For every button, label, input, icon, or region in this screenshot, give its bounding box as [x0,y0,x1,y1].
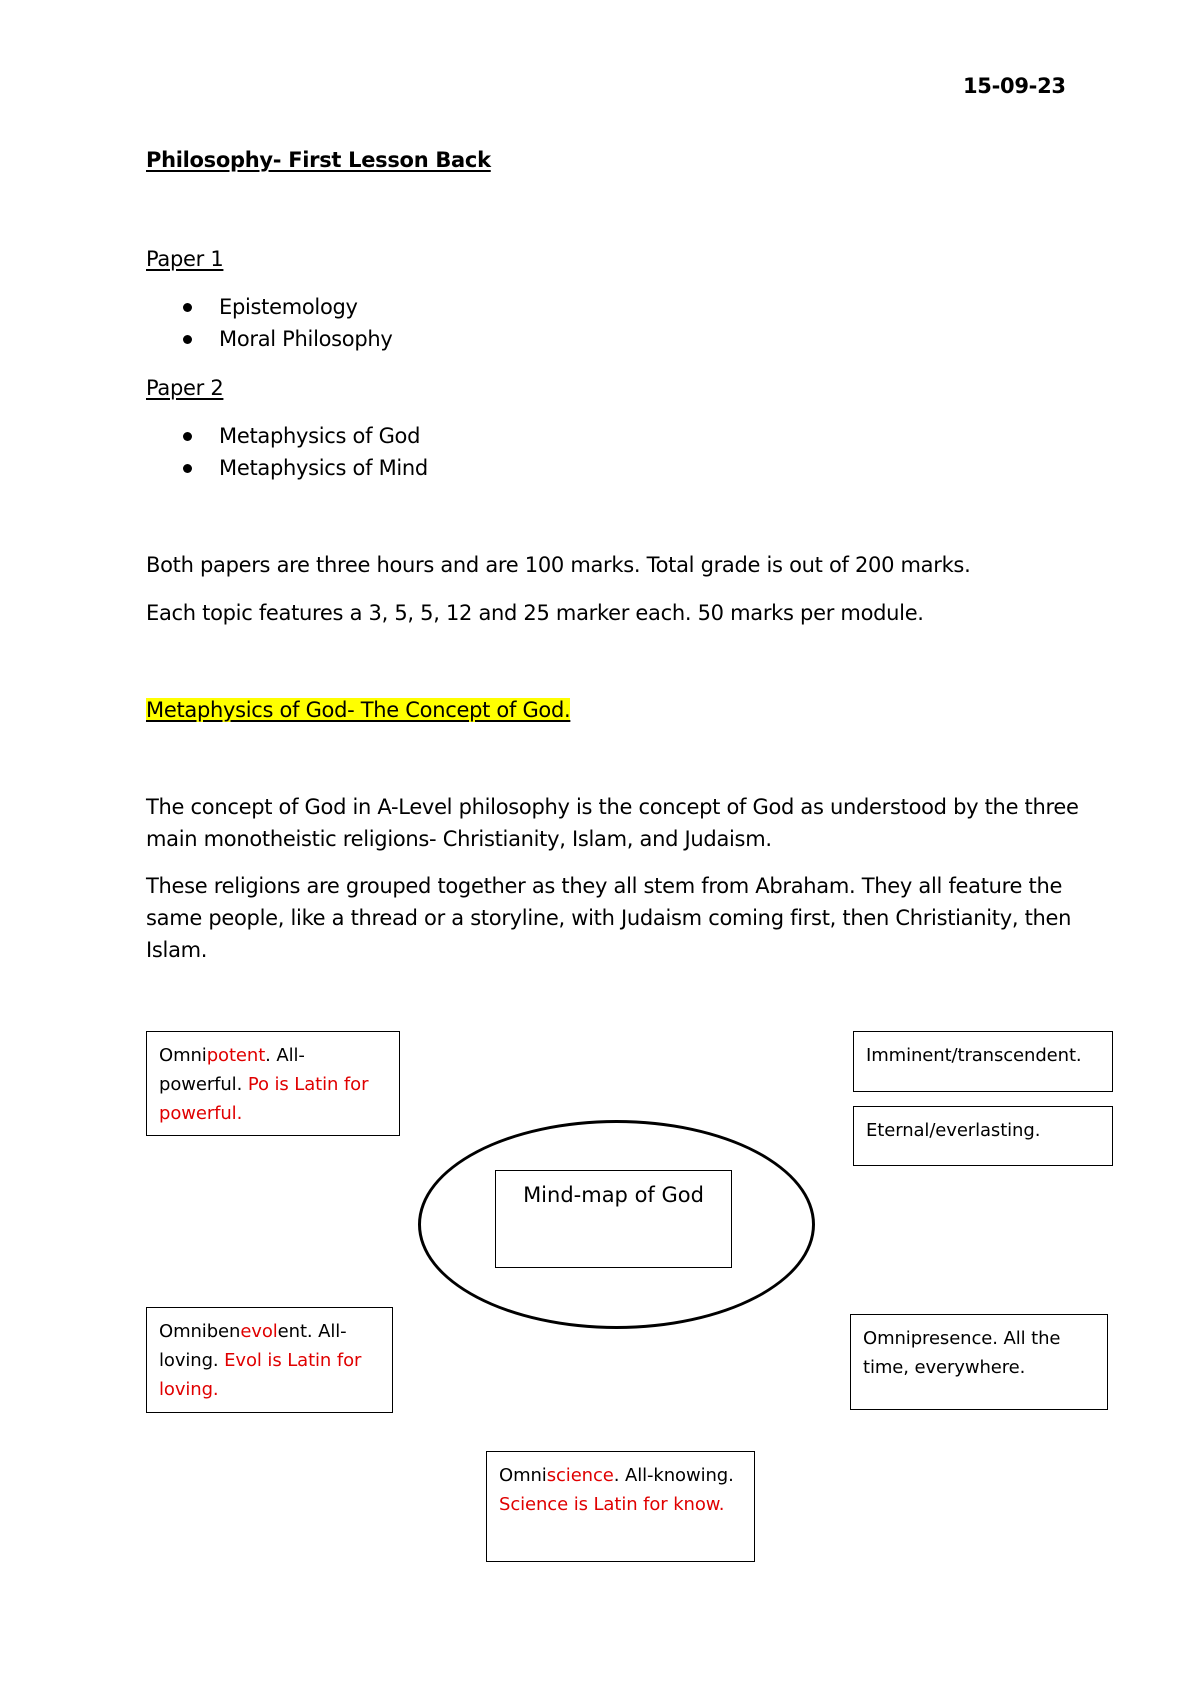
latin-root: science [546,1465,614,1486]
eternal-box [853,1106,1113,1166]
latin-root: evol [240,1321,278,1342]
box-text: Eternal/everlasting. [866,1120,1041,1141]
list-item: Metaphysics of Mind [146,452,428,484]
paragraph-line: The concept of God in A-Level philosophy is the concept of God as understood by the three [146,795,1079,819]
box-text: powerful. [159,1074,248,1095]
paragraph-abraham [146,870,1071,966]
latin-note: Science is Latin for know. [499,1494,725,1515]
document-date: 15-09-23 [963,74,1066,98]
paragraph-line: main monotheistic religions- Christianity, Islam, and Judaism. [146,827,772,851]
mindmap-center-label: Mind-map of God [523,1183,704,1207]
paragraph-concept [146,791,1079,855]
paragraph-marks: Each topic features a 3, 5, 5, 12 and 25 marker each. 50 marks per module. [146,601,924,625]
box-text: . All-knowing. [613,1465,734,1486]
omniscience-box [486,1451,755,1562]
box-text: Imminent/transcendent. [866,1045,1082,1066]
paragraph-exam-length: Both papers are three hours and are 100 marks. Total grade is out of 200 marks. [146,553,971,577]
imminent-box [853,1031,1113,1092]
box-text: ent. All- [277,1321,347,1342]
latin-root: potent [206,1045,266,1066]
paragraph-line: same people, like a thread or a storyline, with Judaism coming first, then Christianity, then [146,906,1072,930]
omnipotent-box [146,1031,400,1136]
box-text: Omniben [159,1321,241,1342]
latin-note: powerful. [159,1103,243,1124]
omnibenevolent-box [146,1307,393,1413]
list-item: Metaphysics of God [146,420,428,452]
box-text: time, everywhere. [863,1357,1026,1378]
list-item: Moral Philosophy [146,323,393,355]
section-heading-text: Metaphysics of God- The Concept of God. [146,698,571,722]
paper2-heading: Paper 2 [146,376,224,400]
paper2-list [146,420,428,484]
list-item: Epistemology [146,291,393,323]
paper1-list [146,291,393,355]
box-text: . All- [265,1045,305,1066]
paragraph-line: Islam. [146,938,208,962]
box-text: Omni [159,1045,207,1066]
latin-note: loving. [159,1379,219,1400]
paragraph-line: These religions are grouped together as they all stem from Abraham. They all feature the [146,874,1063,898]
omnipresence-box [850,1314,1108,1410]
latin-note: Evol is Latin for [224,1350,362,1371]
latin-note: Po is Latin for [247,1074,369,1095]
document-title: Philosophy- First Lesson Back [146,148,491,172]
box-text: Omni [499,1465,547,1486]
paper1-heading: Paper 1 [146,247,224,271]
mindmap-center-box [495,1170,732,1268]
box-text: loving. [159,1350,225,1371]
section-heading [146,694,570,726]
box-text: Omnipresence. All the [863,1328,1061,1349]
